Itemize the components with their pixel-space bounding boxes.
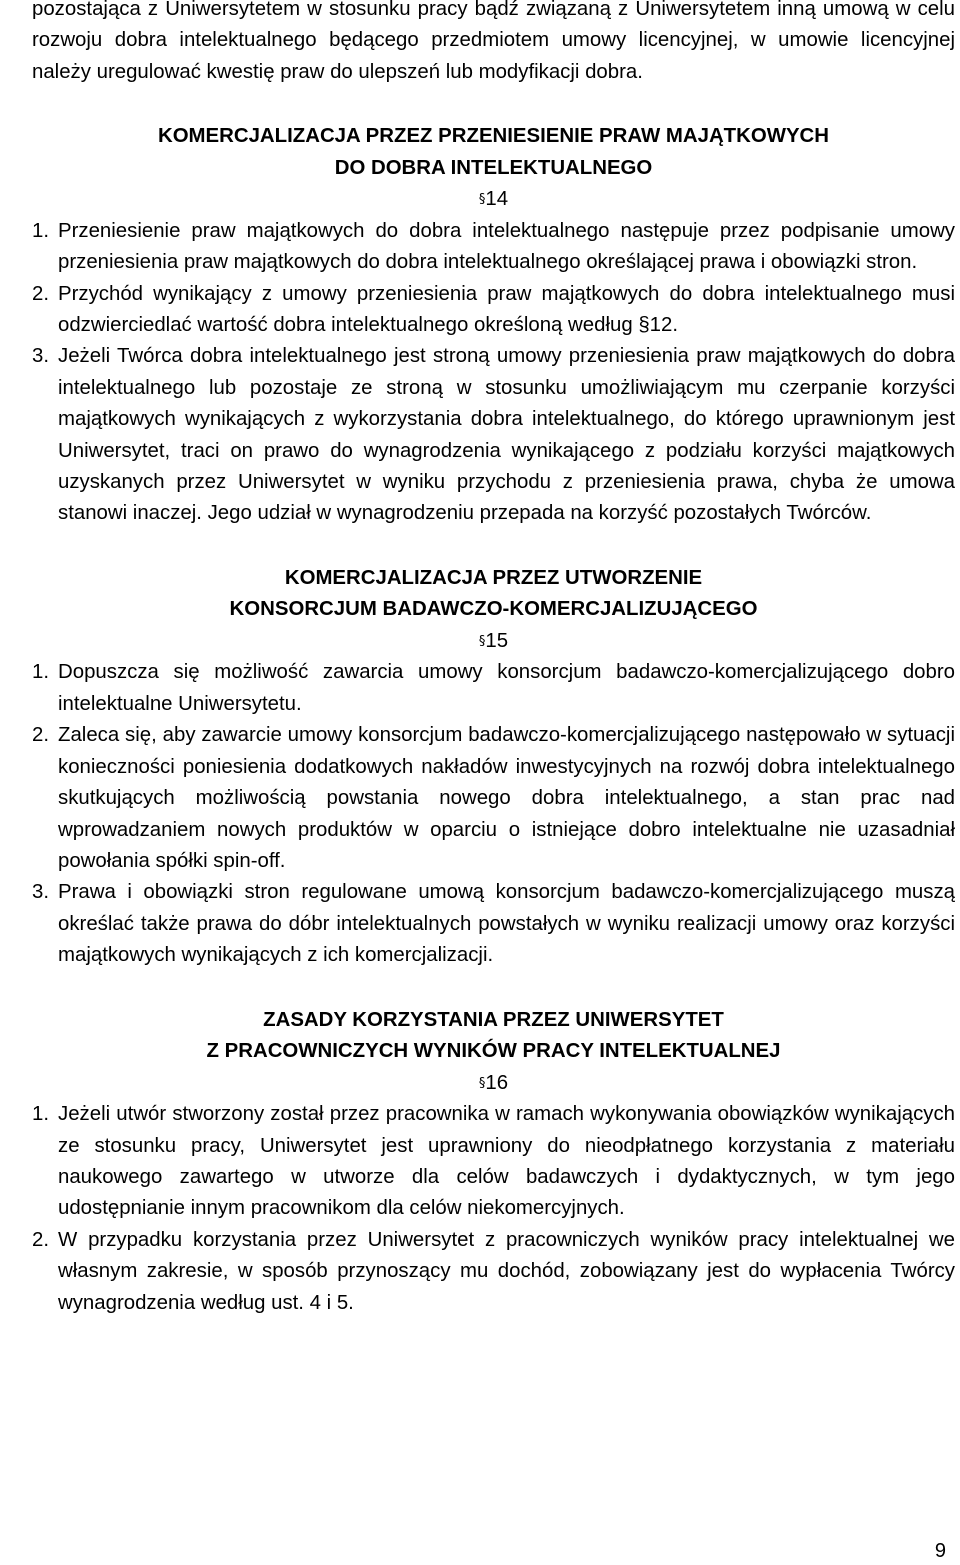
list-item: [32, 1099, 955, 1225]
intro-text: pozostająca z Uniwersytetem w stosunku pracy bądź związaną z Uniwersytetem inną umową w celu rozwoju dobra intelektualnego będącego przedmiotem umowy licencyjnej, w umowie licencyjnej należy uregulować kwestię praw do ulepszeń lub modyfikacji dobra.: [32, 0, 955, 83]
paragraph-number-value: 15: [485, 630, 509, 653]
item-text: Zaleca się, aby zawarcie umowy konsorcjum badawczo-komercjalizującego następowało w sytuacji konieczności poniesienia dodatkowych nakładów inwestycyjnych na rozwój dobra intelektualnego skutkujących możliwością powstania nowego dobra intelektualnego, a stan prac nad wprowadzaniem nowych produktów w oparciu o istniejące dobro intelektualne nie uzasadniał powołania spółki spin-off.: [58, 724, 955, 872]
paragraph-number: [32, 1068, 955, 1099]
item-number: 2.: [32, 724, 50, 747]
item-number: 2.: [32, 282, 50, 305]
item-number: 1.: [32, 219, 50, 242]
list-item: [32, 216, 955, 279]
section-heading-line1: KOMERCJALIZACJA PRZEZ UTWORZENIE: [284, 566, 703, 589]
intro-paragraph: [32, 0, 955, 88]
item-text: Dopuszcza się możliwość zawarcia umowy konsorcjum badawczo-komercjalizującego dobro intelektualne Uniwersytetu.: [58, 661, 955, 715]
item-number: 3.: [32, 881, 50, 904]
section-heading-line2: KONSORCJUM BADAWCZO-KOMERCJALIZUJĄCEGO: [229, 598, 758, 621]
paragraph-number-value: 16: [485, 1071, 509, 1094]
section-15: [32, 563, 955, 972]
section-14: [32, 121, 955, 530]
document-page: [32, 0, 955, 1319]
paragraph-sign: §: [478, 1075, 486, 1091]
section-heading-line1: KOMERCJALIZACJA PRZEZ PRZENIESIENIE PRAW MAJĄTKOWYCH: [157, 125, 830, 148]
section-heading-line2: DO DOBRA INTELEKTUALNEGO: [334, 156, 653, 179]
list-item: [32, 720, 955, 877]
list-item: [32, 657, 955, 720]
item-text: Przeniesienie praw majątkowych do dobra intelektualnego następuje przez podpisanie umowy przeniesienia praw majątkowych do dobra intelektualnego określającej prawa i obowiązki stron.: [58, 219, 955, 274]
item-text: Jeżeli Twórca dobra intelektualnego jest stroną umowy przeniesienia praw majątkowych do dobra intelektualnego lub pozostaje ze stroną w stosunku umożliwiającym mu czerpanie korzyści majątkowych wynikających z wykorzystania dobra intelektualnego, do którego uprawnionym jest Uniwersytet, traci on prawo do wynagrodzenia wynikającego z podziału korzyści majątkowych uzyskanych przez Uniwersytet w wyniku przychodu z przeniesienia prawa, chyba że umowa stanowi inaczej. Jego udział w wynagrodzeniu przepada na korzyść pozostałych Twórców.: [58, 345, 955, 525]
list-item: [32, 877, 955, 971]
list-item: [32, 1225, 955, 1319]
paragraph-sign: §: [478, 634, 486, 650]
page-number: 9: [934, 1540, 946, 1562]
section-16: [32, 1005, 955, 1319]
section-heading-line2: Z PRACOWNICZYCH WYNIKÓW PRACY INTELEKTUALNEJ: [206, 1040, 781, 1063]
item-text: Przychód wynikający z umowy przeniesienia praw majątkowych do dobra intelektualnego musi odzwierciedlać wartość dobra intelektualnego określoną według §12.: [58, 282, 955, 337]
paragraph-number: [32, 626, 955, 657]
item-text: Jeżeli utwór stworzony został przez pracownika w ramach wykonywania obowiązków wynikających ze stosunku pracy, Uniwersytet jest uprawniony do nieodpłatnego korzystania z materiału naukowego zawartego w utworze dla celów badawczych i dydaktycznych, w tym jego udostępnianie innym pracownikom dla celów niekomercyjnych.: [58, 1103, 955, 1220]
item-text: Prawa i obowiązki stron regulowane umową konsorcjum badawczo-komercjalizującego muszą określać także prawa do dóbr intelektualnych powstałych w wyniku realizacji umowy oraz korzyści majątkowych wynikających z ich komercjalizacji.: [58, 881, 955, 967]
item-number: 1.: [32, 661, 50, 684]
item-text: W przypadku korzystania przez Uniwersytet z pracowniczych wyników pracy intelektualnej we własnym zakresie, w sposób przynoszący mu dochód, zobowiązany jest do wypłacenia Twórcy wynagrodzenia według ust. 4 i 5.: [58, 1228, 955, 1314]
paragraph-number-value: 14: [485, 188, 509, 211]
paragraph-sign: §: [478, 192, 486, 208]
item-number: 3.: [32, 345, 50, 368]
paragraph-number: [32, 184, 955, 215]
item-number: 2.: [32, 1228, 50, 1251]
item-number: 1.: [32, 1103, 50, 1126]
list-item: [32, 279, 955, 342]
list-item: [32, 341, 955, 529]
section-heading-line1: ZASADY KORZYSTANIA PRZEZ UNIWERSYTET: [263, 1008, 724, 1031]
